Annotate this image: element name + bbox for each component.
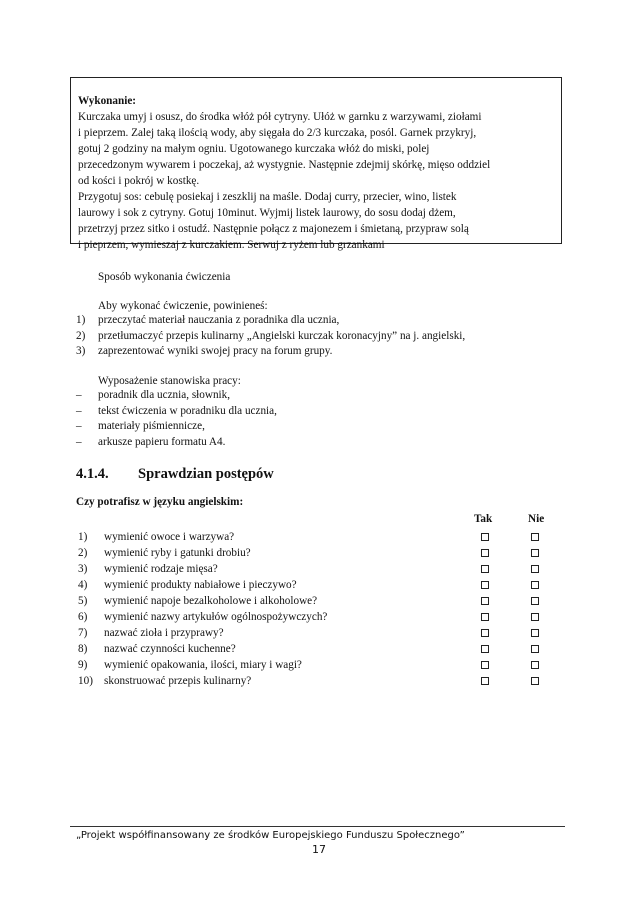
table-row	[76, 577, 556, 593]
row-question: skonstruować przepis kulinarny?	[104, 675, 252, 687]
list-item	[76, 313, 465, 329]
table-row	[76, 641, 556, 657]
table-row	[76, 529, 556, 545]
row-number: 8)	[78, 643, 88, 655]
checkbox-yes[interactable]	[481, 645, 489, 653]
step-text: przeczytać materiał nauczania z poradnika dla ucznia,	[98, 314, 340, 326]
footer-text: „Projekt współfinansowany ze środków Europejskiego Funduszu Społecznego”	[76, 830, 465, 841]
row-question: wymienić napoje bezalkoholowe i alkoholowe?	[104, 595, 318, 607]
list-item	[76, 344, 465, 360]
row-number: 3)	[78, 563, 88, 575]
row-number: 6)	[78, 611, 88, 623]
checkbox-no[interactable]	[531, 597, 539, 605]
execution-line: gotuj 2 godziny na małym ogniu. Ugotowanego kurczaka włóż do miski, polej	[78, 143, 430, 155]
execution-line: laurowy i sok z cytryny. Gotuj 10minut. Wyjmij listek laurowy, do sosu dodaj dżem,	[78, 207, 456, 219]
table-row	[76, 593, 556, 609]
row-question: wymienić opakowania, ilości, miary i wagi?	[104, 659, 302, 671]
checkbox-no[interactable]	[531, 629, 539, 637]
dash-marker: –	[76, 404, 82, 417]
step-marker: 2)	[76, 329, 86, 342]
checkbox-yes[interactable]	[481, 629, 489, 637]
checkbox-no[interactable]	[531, 581, 539, 589]
equipment-title: Wyposażenie stanowiska pracy:	[98, 375, 241, 387]
row-number: 5)	[78, 595, 88, 607]
checkbox-yes[interactable]	[481, 613, 489, 621]
table-row	[76, 657, 556, 673]
checkbox-yes[interactable]	[481, 677, 489, 685]
step-marker: 3)	[76, 345, 86, 357]
row-number: 1)	[78, 531, 88, 543]
quiz-question: Czy potrafisz w języku angielskim:	[76, 496, 244, 508]
method-intro: Aby wykonać ćwiczenie, powinieneś:	[98, 300, 268, 312]
checkbox-yes[interactable]	[481, 565, 489, 573]
column-header-yes: Tak	[474, 513, 493, 525]
equipment-text: tekst ćwiczenia w poradniku dla ucznia,	[98, 404, 277, 417]
list-item	[76, 329, 465, 345]
execution-line: przetrzyj przez sitko i ostudź. Następnie połącz z majonezem i śmietaną, przypraw solą	[78, 223, 469, 235]
list-item	[76, 404, 277, 420]
dash-marker: –	[76, 389, 82, 401]
table-row	[76, 609, 556, 625]
footer-divider	[70, 826, 565, 827]
dash-marker: –	[76, 435, 82, 448]
section-number: 4.1.4.	[76, 466, 109, 482]
execution-line: Przygotuj sos: cebulę posiekaj i zeszklij na maśle. Dodaj curry, przecier, wino, listek	[78, 191, 457, 203]
execution-line: Kurczaka umyj i osusz, do środka włóż pół cytryny. Ułóż w garnku z warzywami, ziołami	[78, 111, 482, 123]
equipment-text: poradnik dla ucznia, słownik,	[98, 389, 231, 401]
row-number: 7)	[78, 627, 88, 639]
execution-line: i pieprzem. Zalej taką ilością wody, aby sięgała do 2/3 kurczaka, posól. Garnek przykryj,	[78, 127, 477, 139]
section-title: Sprawdzian postępów	[138, 466, 274, 482]
row-number: 9)	[78, 659, 88, 671]
step-marker: 1)	[76, 314, 86, 326]
row-question: wymienić owoce i warzywa?	[104, 531, 235, 543]
column-header-no: Nie	[528, 513, 545, 525]
equipment-list	[76, 388, 277, 450]
row-number: 2)	[78, 547, 88, 559]
page-number: 17	[312, 843, 326, 856]
checkbox-yes[interactable]	[481, 597, 489, 605]
list-item	[76, 419, 277, 435]
equipment-text: arkusze papieru formatu A4.	[98, 435, 226, 448]
row-question: wymienić rodzaje mięsa?	[104, 563, 218, 575]
table-row	[76, 561, 556, 577]
table-row	[76, 625, 556, 641]
dash-marker: –	[76, 420, 82, 432]
checkbox-yes[interactable]	[481, 661, 489, 669]
table-row	[76, 673, 556, 689]
step-text: zaprezentować wyniki swojej pracy na forum grupy.	[98, 345, 333, 357]
checkbox-no[interactable]	[531, 613, 539, 621]
checkbox-no[interactable]	[531, 661, 539, 669]
checkbox-no[interactable]	[531, 533, 539, 541]
checkbox-yes[interactable]	[481, 549, 489, 557]
list-item	[76, 388, 277, 404]
checkbox-yes[interactable]	[481, 581, 489, 589]
list-item	[76, 435, 277, 451]
row-question: wymienić nazwy artykułów ogólnospożywczych?	[104, 611, 328, 623]
checkbox-no[interactable]	[531, 565, 539, 573]
checkbox-no[interactable]	[531, 677, 539, 685]
step-text: przetłumaczyć przepis kulinarny „Angielski kurczak koronacyjny” na j. angielski,	[98, 329, 466, 342]
row-question: wymienić ryby i gatunki drobiu?	[104, 547, 251, 559]
row-question: wymienić produkty nabiałowe i pieczywo?	[104, 579, 297, 591]
execution-heading: Wykonanie:	[78, 95, 137, 107]
checkbox-no[interactable]	[531, 645, 539, 653]
row-number: 10)	[78, 675, 93, 687]
row-question: nazwać zioła i przyprawy?	[104, 627, 224, 639]
execution-line: przecedzonym wywarem i poczekaj, aż wystygnie. Następnie zdejmij skórkę, mięso oddziel	[78, 159, 491, 171]
execution-line: i pieprzem, wymieszaj z kurczakiem. Serwuj z ryżem lub grzankami	[78, 239, 385, 251]
method-steps	[76, 313, 465, 360]
equipment-text: materiały piśmiennicze,	[98, 420, 205, 432]
section-heading	[76, 466, 274, 483]
method-title: Sposób wykonania ćwiczenia	[98, 271, 231, 283]
row-number: 4)	[78, 579, 88, 591]
row-question: nazwać czynności kuchenne?	[104, 643, 236, 655]
execution-box	[70, 77, 562, 251]
checkbox-yes[interactable]	[481, 533, 489, 541]
execution-line: od kości i pokrój w kostkę.	[78, 175, 200, 187]
table-row	[76, 545, 556, 561]
checkbox-no[interactable]	[531, 549, 539, 557]
